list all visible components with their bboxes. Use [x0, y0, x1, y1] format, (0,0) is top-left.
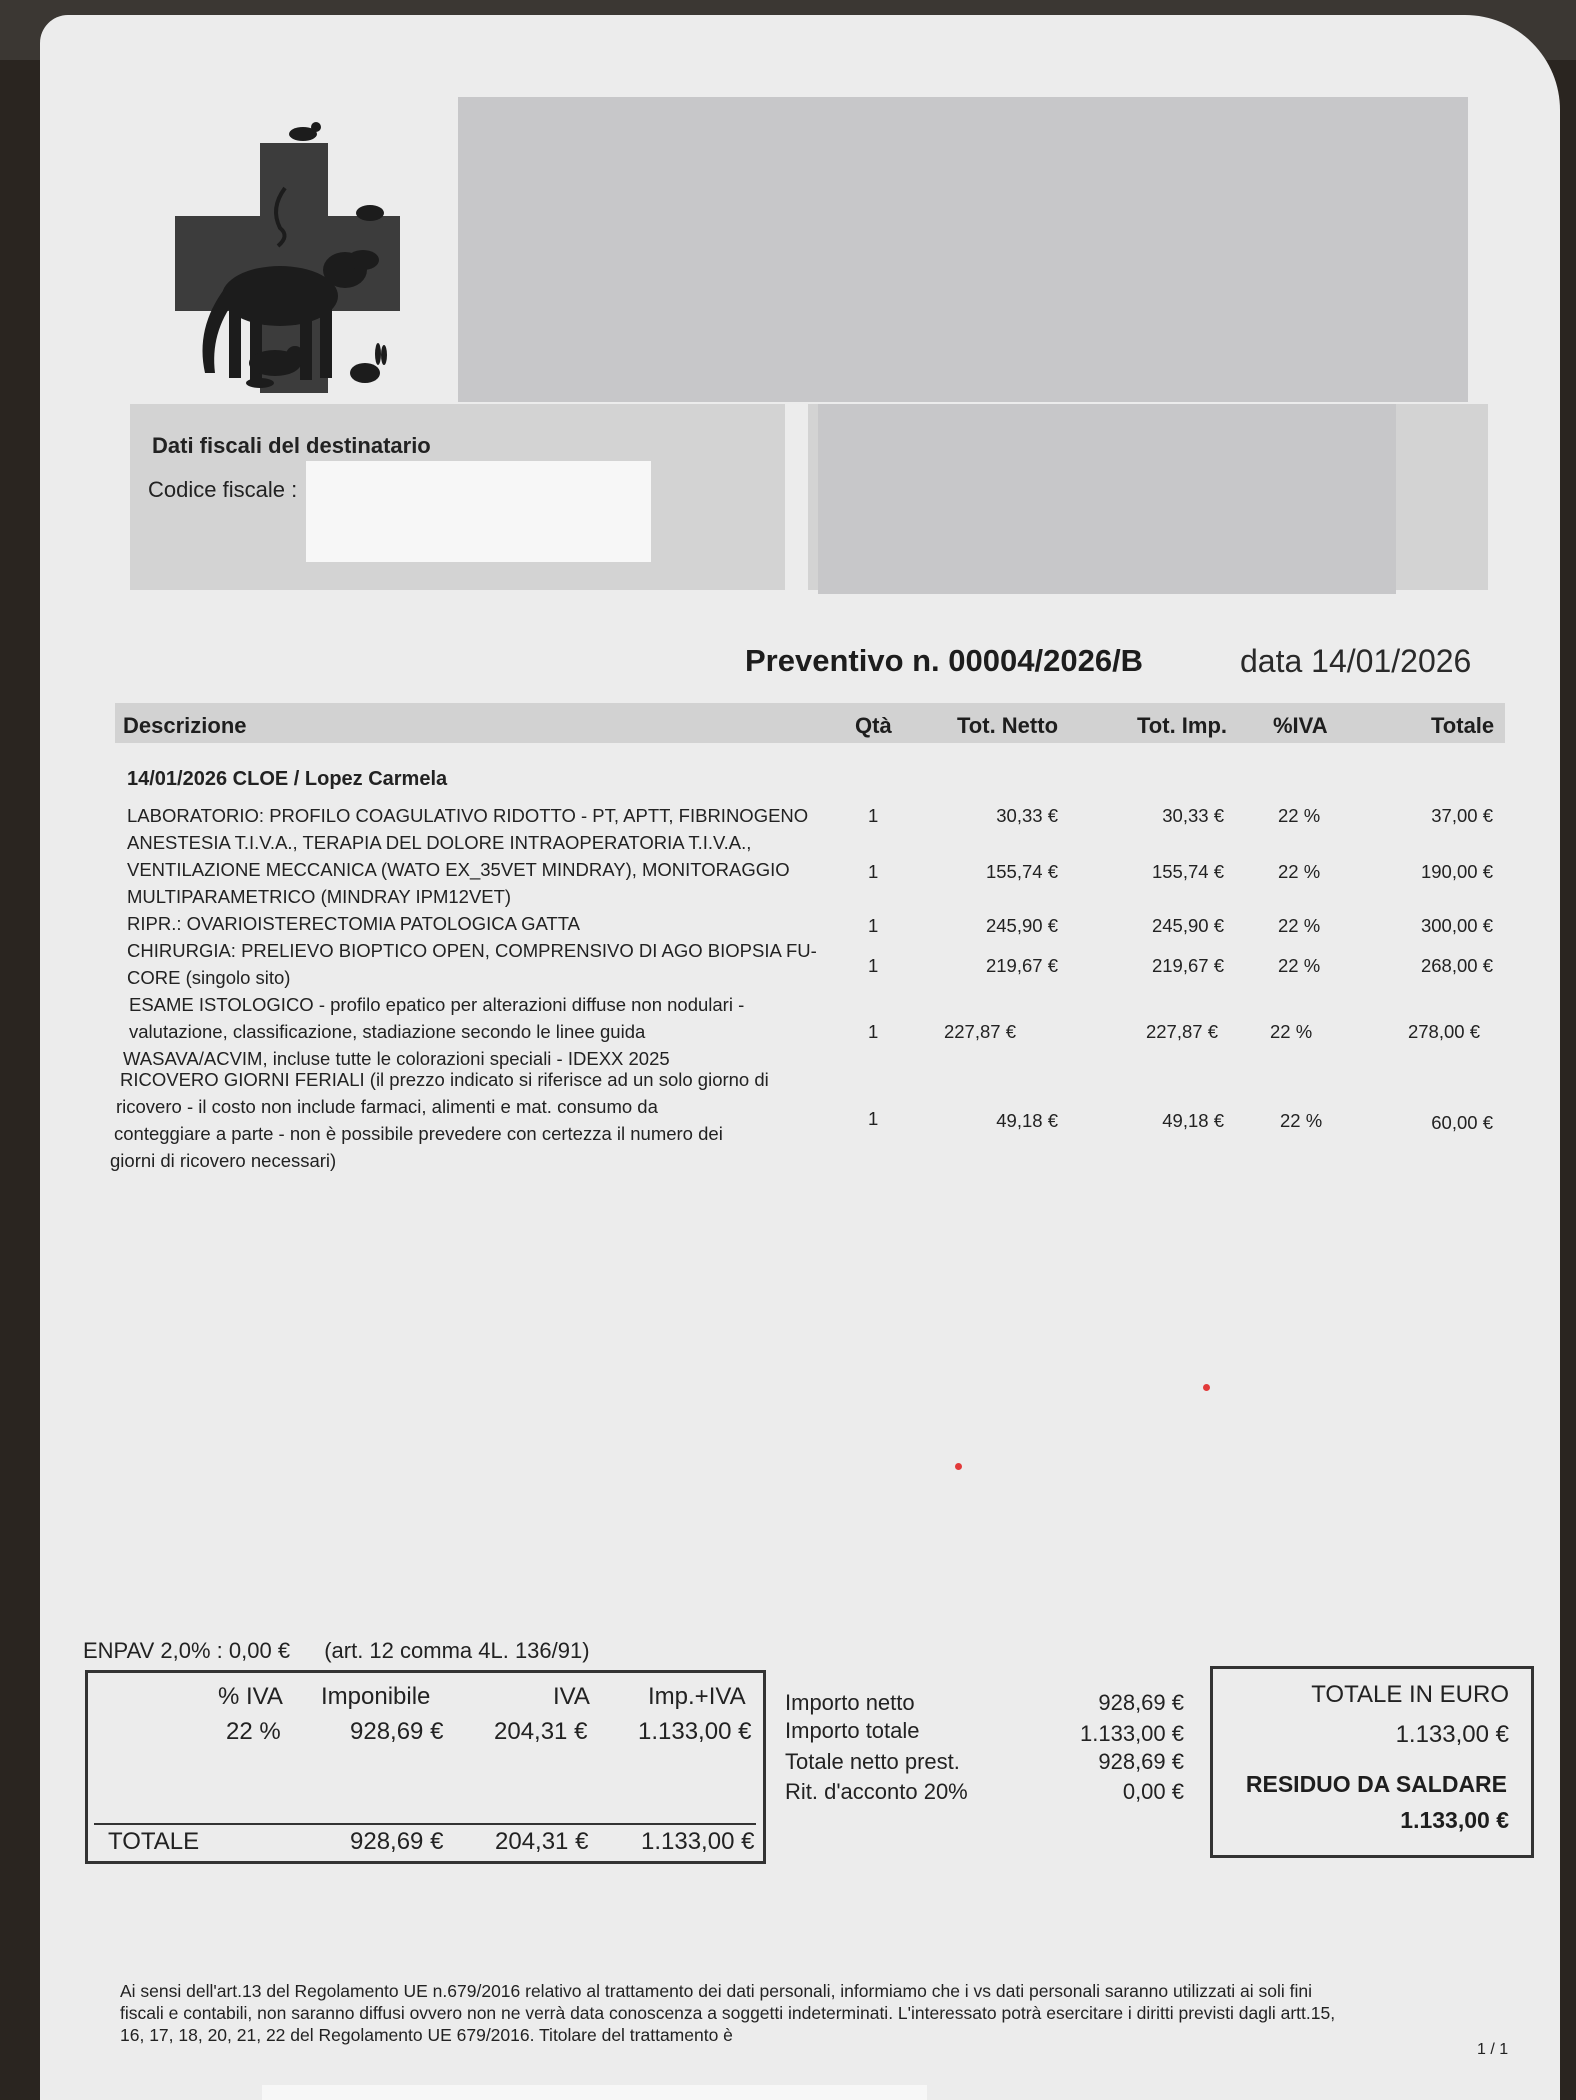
table-row-description: CHIRURGIA: PRELIEVO BIOPTICO OPEN, COMPRENSIVO DI AGO BIOPSIA FU- CORE (singolo sito) [127, 940, 817, 988]
residual-value: 1.133,00 € [1400, 1807, 1509, 1833]
table-row-taxable: 227,87 € [1145, 1021, 1218, 1042]
redacted-address [818, 404, 1396, 594]
table-row-vat: 22 % [1278, 955, 1321, 976]
total-in-euro-value: 1.133,00 € [1395, 1721, 1509, 1748]
vat-header-rate: % IVA [218, 1683, 283, 1710]
vat-row-total: 1.133,00 € [638, 1718, 752, 1745]
table-row-qty: 1 [868, 861, 879, 882]
table-row-qty: 1 [868, 915, 879, 936]
summary-label: Totale netto prest. [785, 1749, 960, 1774]
vat-total-label: TOTALE [108, 1828, 200, 1855]
summary-value: 0,00 € [1122, 1779, 1184, 1804]
table-row-net: 245,90 € [985, 915, 1058, 936]
table-row-net: 219,67 € [985, 955, 1058, 976]
recipient-heading: Dati fiscali del destinatario [152, 433, 431, 458]
table-row-net: 227,87 € [943, 1021, 1016, 1042]
table-row-taxable: 155,74 € [1151, 861, 1224, 882]
summary-value: 928,69 € [1098, 1690, 1184, 1715]
table-row-total: 60,00 € [1431, 1112, 1493, 1133]
residual-label: RESIDUO DA SALDARE [1245, 1771, 1507, 1797]
total-in-euro-label: TOTALE IN EURO [1311, 1681, 1509, 1708]
vat-total-taxable: 928,69 € [350, 1828, 444, 1855]
table-row-total: 278,00 € [1407, 1021, 1480, 1042]
table-header [115, 703, 1505, 743]
table-row-description: RIPR.: OVARIOISTERECTOMIA PATOLOGICA GATTA [127, 913, 580, 934]
vat-header-total: Imp.+IVA [648, 1683, 746, 1710]
table-row-vat: 22 % [1270, 1021, 1313, 1042]
table-row-taxable: 219,67 € [1151, 955, 1224, 976]
redacted-controller-name [262, 2085, 927, 2100]
table-row-vat: 22 % [1278, 861, 1321, 882]
ink-dot [955, 1463, 962, 1470]
summary-value: 1.133,00 € [1080, 1721, 1184, 1746]
summary-label: Rit. d'acconto 20% [785, 1779, 968, 1804]
vat-total-vat: 204,31 € [495, 1828, 589, 1855]
table-row-description: RICOVERO GIORNI FERIALI (il prezzo indicato si riferisce ad un solo giorno di ricovero - il costo non include farmaci, alimenti e mat. consumo da conteggiare a parte - non è possibile prevedere con certezza il numero dei giorni di ricovero necessari) [110, 1069, 769, 1171]
summary-value: 928,69 € [1098, 1749, 1184, 1774]
vat-header-vat: IVA [553, 1683, 590, 1710]
table-row-total: 300,00 € [1420, 915, 1493, 936]
header-vat-rate: %IVA [1273, 713, 1328, 738]
totals-box [1210, 1666, 1534, 1858]
vat-total-sum: 1.133,00 € [641, 1828, 755, 1855]
header-qty: Qtà [855, 713, 892, 738]
summary-label: Importo netto [785, 1690, 915, 1715]
table-row-taxable: 245,90 € [1151, 915, 1224, 936]
header-total: Totale [1431, 713, 1495, 738]
table-row-qty: 1 [868, 1108, 879, 1129]
vat-row-taxable: 928,69 € [350, 1718, 444, 1745]
veterinary-cross-logo-icon [175, 118, 415, 393]
table-row-net: 30,33 € [996, 805, 1058, 826]
tax-code-label: Codice fiscale : [148, 477, 298, 502]
table-row-qty: 1 [868, 955, 879, 976]
redacted-tax-code [306, 461, 651, 562]
vat-row-vat: 204,31 € [494, 1718, 588, 1745]
table-row-taxable: 30,33 € [1162, 805, 1224, 826]
vat-summary-box [85, 1670, 766, 1864]
table-row-description: LABORATORIO: PROFILO COAGULATIVO RIDOTTO - PT, APTT, FIBRINOGENO [127, 805, 809, 826]
table-row-description: ESAME ISTOLOGICO - profilo epatico per alterazioni diffuse non nodulari - valutazione, classificazione, stadiazione secondo le linee guida WASAVA/ACVIM, incluse tutte le colorazioni speciali - IDEXX 2025 [123, 994, 745, 1069]
table-row-description: ANESTESIA T.I.V.A., TERAPIA DEL DOLORE INTRAOPERATORIA T.I.V.A., VENTILAZIONE MECCANICA (WATO EX_35VET MINDRAY), MONITORAGGIO MULTIPARAMETRICO (MINDRAY IPM12VET) [127, 832, 790, 907]
enpav-line: ENPAV 2,0% : 0,00 € (art. 12 comma 4L. 136/91) [83, 1638, 590, 1663]
vat-row-rate: 22 % [226, 1718, 281, 1745]
header-taxable-total: Tot. Imp. [1137, 713, 1228, 738]
vat-header-taxable: Imponibile [321, 1683, 431, 1710]
table-row-total: 190,00 € [1420, 861, 1493, 882]
redacted-sender-info [458, 97, 1468, 402]
ink-dot [1203, 1384, 1210, 1391]
privacy-notice: Ai sensi dell'art.13 del Regolamento UE n.679/2016 relativo al trattamento dei dati personali, informiamo che i vs dati personali saranno utilizzati ai soli fini fiscali e contabili, non saranno diffusi ovvero non ne verrà data conoscenza a soggetti indeterminati. L'interessato potrà esercitare i diritti previsti dagli artt.15, 16, 17, 18, 20, 21, 22 del Regolamento UE 679/2016. Titolare del trattamento è [120, 1981, 1336, 2045]
quote-title: Preventivo n. 00004/2026/B [745, 643, 1144, 678]
header-net-total: Tot. Netto [957, 713, 1059, 738]
client-line: 14/01/2026 CLOE / Lopez Carmela [127, 768, 448, 790]
summary-label: Importo totale [785, 1718, 920, 1743]
quote-date: data 14/01/2026 [1240, 643, 1472, 679]
table-row-qty: 1 [868, 805, 879, 826]
table-row-vat: 22 % [1280, 1110, 1323, 1131]
table-row-net: 49,18 € [996, 1110, 1058, 1131]
table-row-vat: 22 % [1278, 805, 1321, 826]
table-row-taxable: 49,18 € [1162, 1110, 1224, 1131]
table-row-total: 268,00 € [1420, 955, 1493, 976]
table-row-net: 155,74 € [985, 861, 1058, 882]
table-row-qty: 1 [868, 1021, 879, 1042]
table-row-vat: 22 % [1278, 915, 1321, 936]
header-description: Descrizione [123, 713, 247, 738]
page-number: 1 / 1 [1477, 2041, 1509, 2058]
table-row-total: 37,00 € [1431, 805, 1493, 826]
